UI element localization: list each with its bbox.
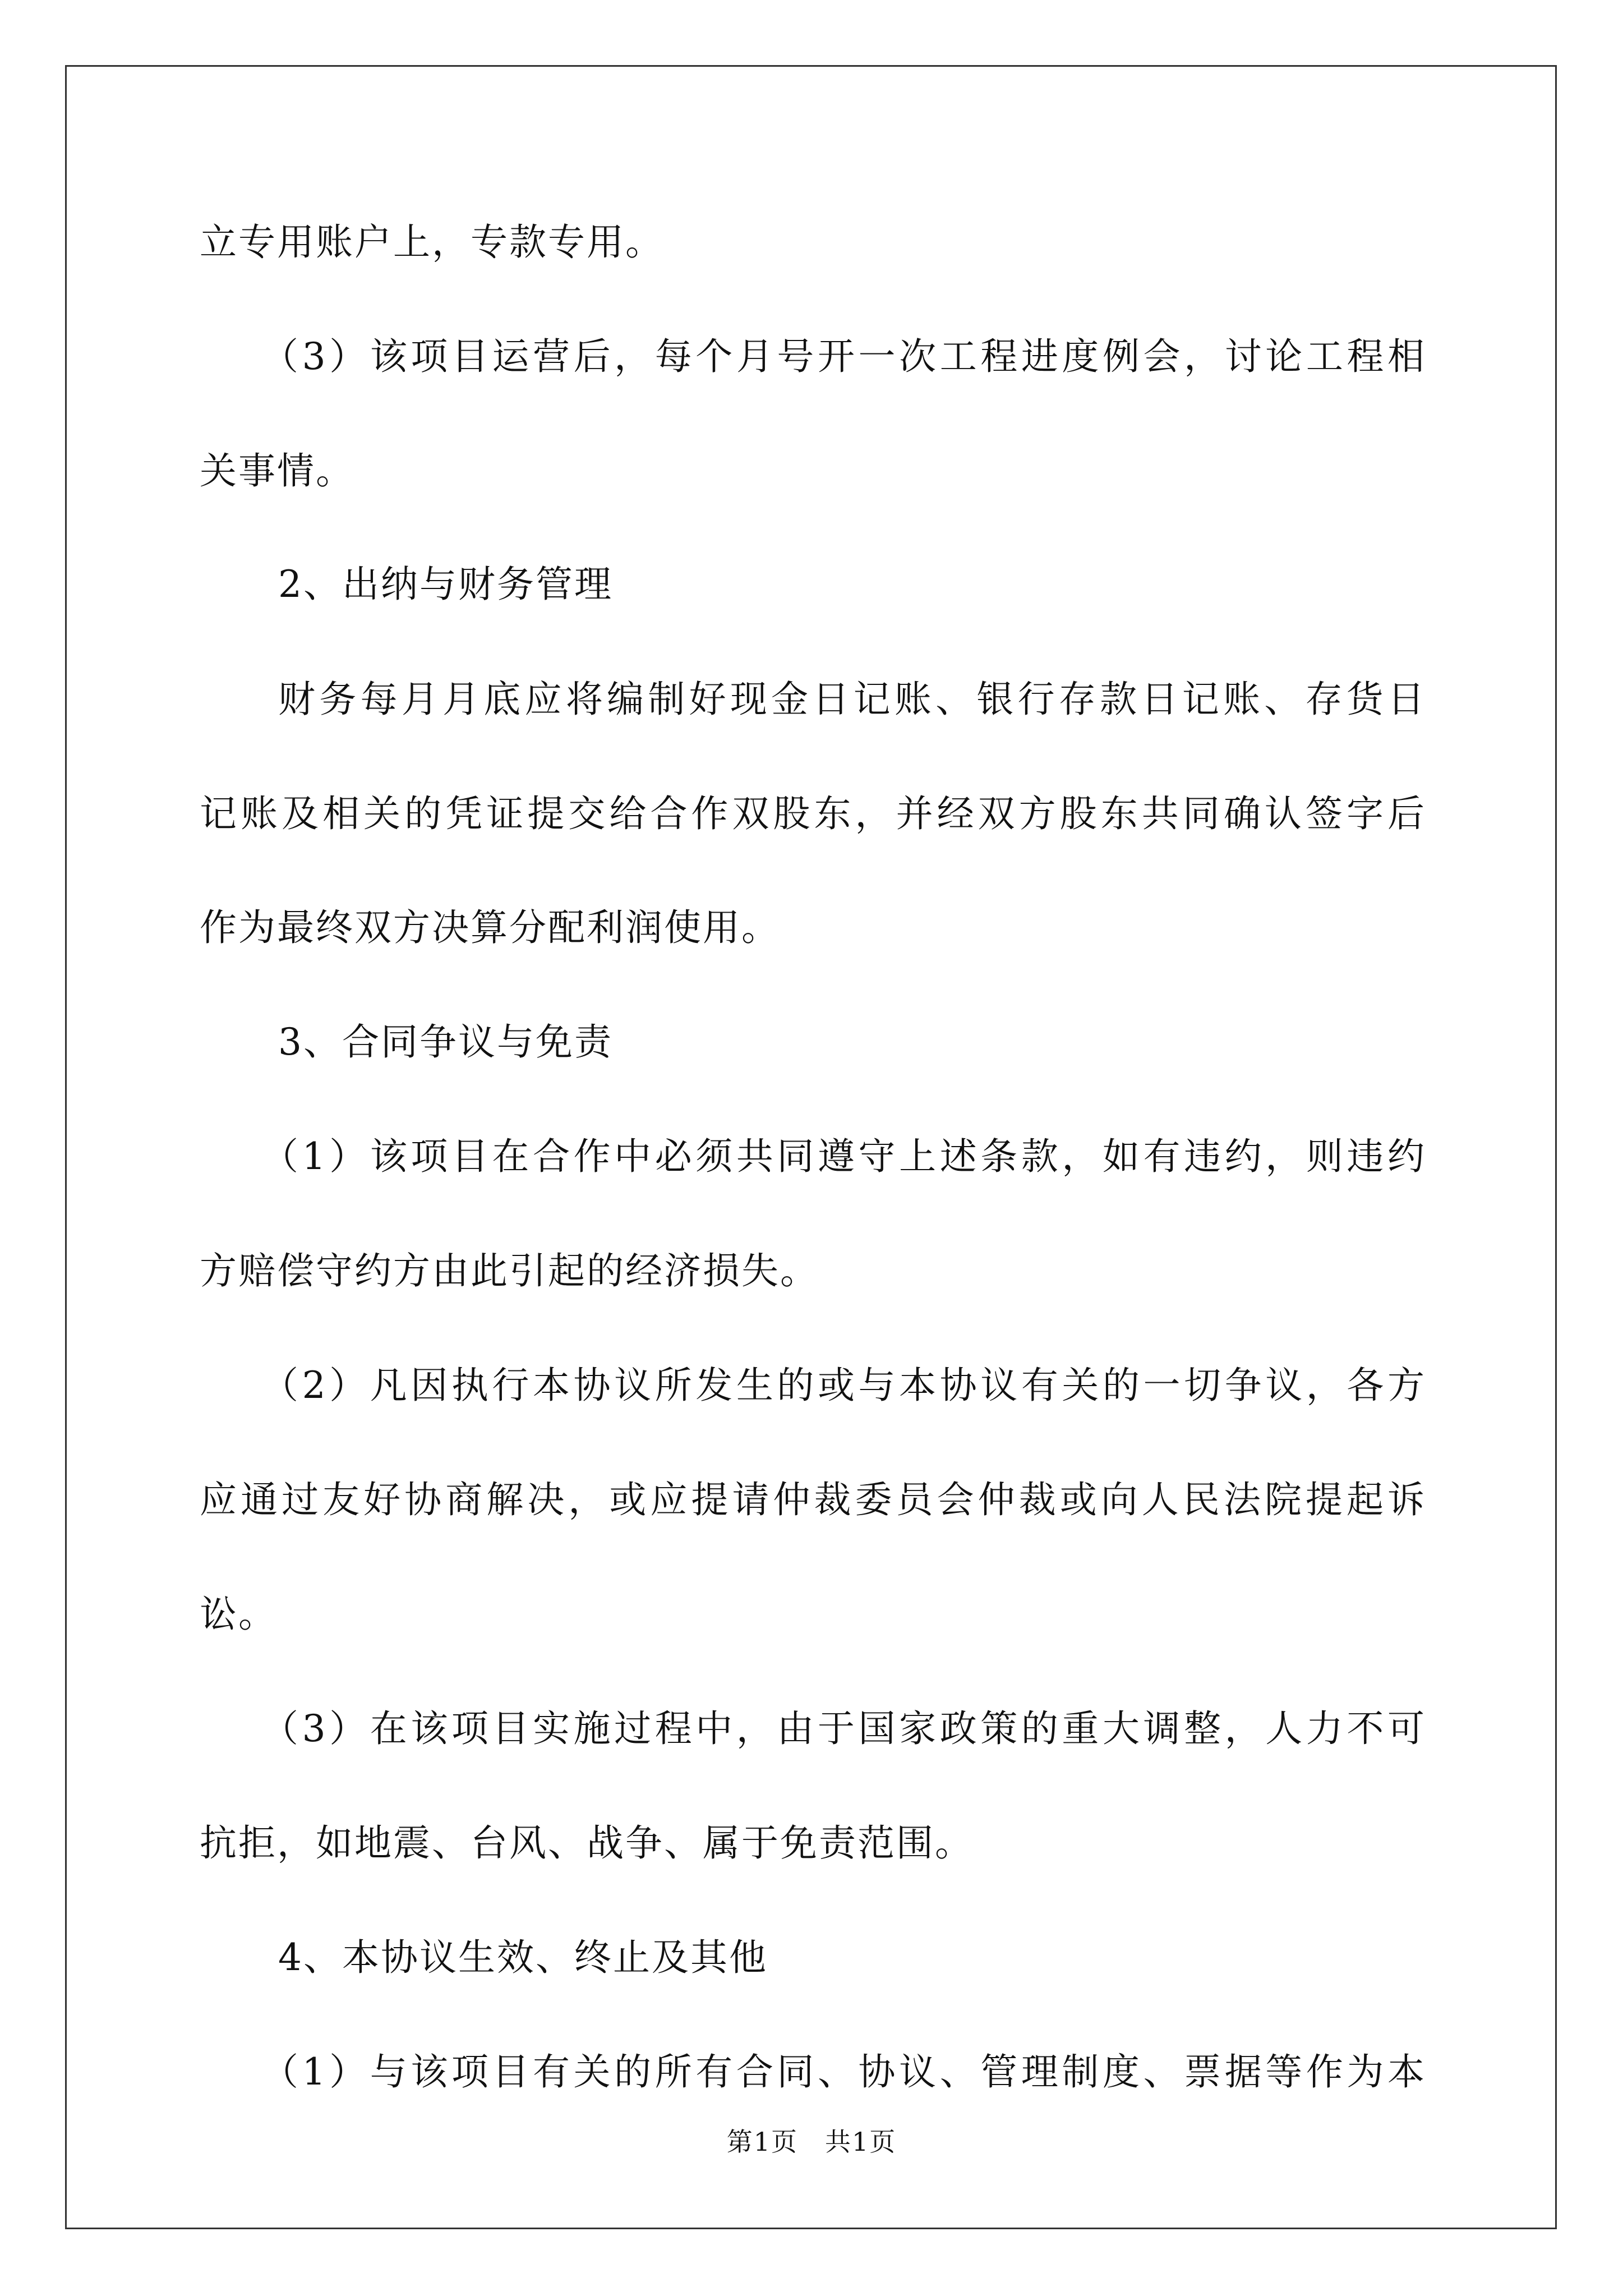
text-line: 抗拒，如地震、台风、战争、属于免责范围。: [200, 1821, 974, 1865]
text-line: 作为最终双方决算分配利润使用。: [200, 906, 780, 949]
text-line: （1）该项目在合作中必须共同遵守上述条款，如有违约，则违约: [261, 1135, 1424, 1178]
page-number-footer: 第1页 共1页: [726, 2127, 897, 2157]
section-heading: 4、本协议生效、终止及其他: [278, 1936, 768, 1979]
section-heading: 2、出纳与财务管理: [278, 563, 613, 606]
text-line: （2）凡因执行本协议所发生的或与本协议有关的一切争议，各方: [261, 1364, 1424, 1407]
text-line: 应通过友好协商解决，或应提请仲裁委员会仲裁或向人民法院提起诉: [200, 1478, 1424, 1521]
text-line: （3）在该项目实施过程中，由于国家政策的重大调整，人力不可: [261, 1707, 1424, 1750]
section-heading: 3、合同争议与免责: [278, 1020, 613, 1064]
text-line: 记账及相关的凭证提交给合作双股东，并经双方股东共同确认签字后: [200, 792, 1424, 835]
text-line: 立专用账户上，专款专用。: [200, 220, 664, 264]
text-line: （1）与该项目有关的所有合同、协议、管理制度、票据等作为本: [261, 2050, 1424, 2093]
text-line: 讼。: [200, 1593, 277, 1636]
text-line: 关事情。: [200, 449, 354, 493]
text-line: 方赔偿守约方由此引起的经济损失。: [200, 1249, 819, 1292]
text-line: 财务每月月底应将编制好现金日记账、银行存款日记账、存货日: [278, 678, 1424, 721]
text-line: （3）该项目运营后，每个月号开一次工程进度例会，讨论工程相: [261, 335, 1424, 378]
